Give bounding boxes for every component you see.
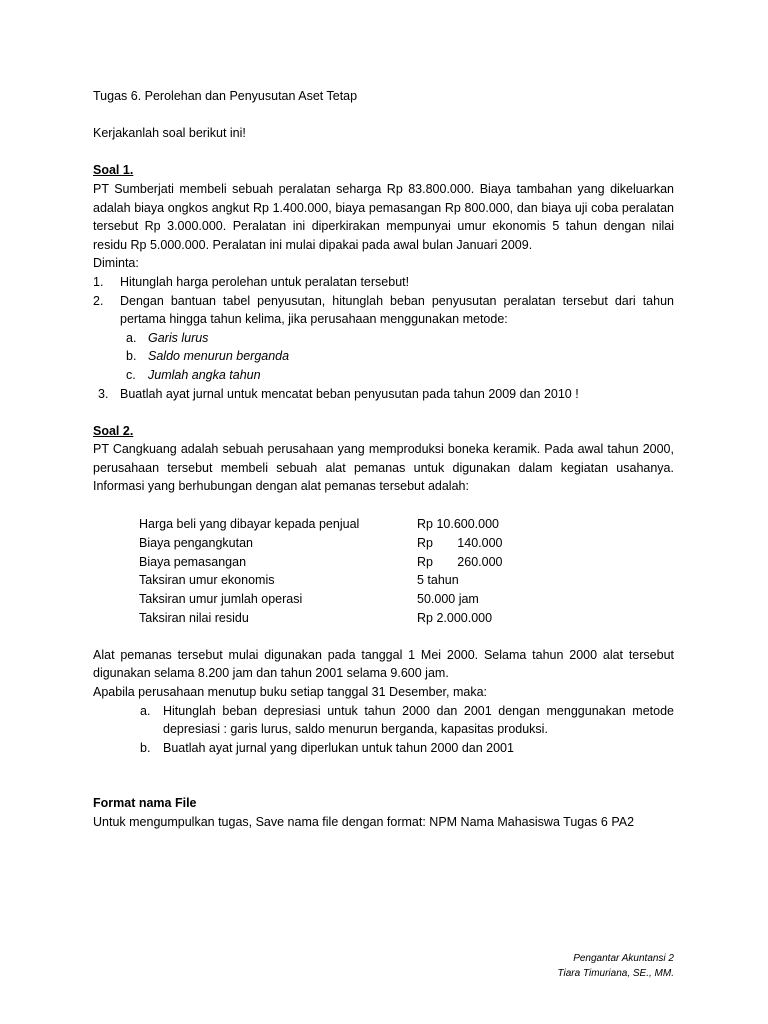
spec-label: Biaya pemasangan [139, 554, 247, 569]
spec-label: Biaya pengangkutan [139, 535, 253, 550]
spec-value: Rp 2.000.000 [417, 611, 493, 626]
task-text: depresiasi : garis lurus, saldo menurun berganda, kapasitas produksi. [163, 722, 548, 737]
list-item [93, 292, 674, 329]
document-page [93, 87, 674, 832]
list-number: 2. [93, 293, 104, 308]
method-text: Jumlah angka tahun [148, 367, 261, 382]
list-number: 3. [98, 386, 109, 401]
document-title: Tugas 6. Perolehan dan Penyusutan Aset Tetap [93, 89, 358, 103]
soal1-para-line: residu Rp 5.000.000. Peralatan ini mulai dipakai pada awal bulan Januari 2009. [93, 237, 533, 252]
task-item [93, 702, 674, 739]
spec-value: 50.000 jam [417, 592, 479, 607]
method-letter: a. [126, 330, 137, 345]
task-item [93, 739, 674, 758]
method-item [93, 347, 674, 366]
soal1-para-line: adalah biaya ongkos angkut Rp 1.400.000, biaya pemasangan Rp 800.000, dan biaya uji coba peralatan [93, 200, 674, 215]
spec-value: Rp 260.000 [417, 554, 503, 569]
spec-value: Rp 140.000 [417, 535, 503, 550]
method-text: Garis lurus [148, 330, 209, 345]
soal2-para2-line: Apabila perusahaan menutup buku setiap tanggal 31 Desember, maka: [93, 685, 488, 700]
table-row [139, 590, 502, 609]
soal2-paragraph-2 [93, 646, 674, 702]
task-text: Buatlah ayat jurnal yang diperlukan untuk tahun 2000 dan 2001 [163, 740, 514, 755]
method-item [93, 329, 674, 348]
soal2-paragraph [93, 440, 674, 496]
task-text: Hitunglah beban depresiasi untuk tahun 2000 dan 2001 dengan menggunakan metode [163, 703, 674, 718]
list-item [93, 385, 674, 404]
list-text: Buatlah ayat jurnal untuk mencatat beban penyusutan pada tahun 2009 dan 2010 ! [120, 386, 579, 401]
spec-label: Taksiran nilai residu [139, 611, 249, 626]
soal2-para2-line: digunakan selama 8.200 jam dan tahun 2001 selama 9.600 jam. [93, 666, 449, 681]
soal2-para-line: Informasi yang berhubungan dengan alat pemanas tersebut adalah: [93, 479, 469, 494]
soal1-para-line: tersebut Rp 3.000.000. Peralatan ini diperkirakan mempunyai umur ekonomis 5 tahun dengan nilai [93, 219, 674, 234]
soal2-para-line: PT Cangkuang adalah sebuah perusahaan yang memproduksi boneka keramik. Pada awal tahun 2000, [93, 442, 674, 457]
task-letter: a. [140, 703, 151, 718]
list-text: Dengan bantuan tabel penyusutan, hitunglah beban penyusutan peralatan tersebut dari tahun [120, 293, 674, 308]
table-row [139, 553, 502, 572]
spec-label: Harga beli yang dibayar kepada penjual [139, 517, 360, 532]
spec-label: Taksiran umur ekonomis [139, 573, 275, 588]
spec-label: Taksiran umur jumlah operasi [139, 592, 303, 607]
method-item [93, 366, 674, 385]
soal1-paragraph [93, 180, 674, 254]
soal1-heading: Soal 1. [93, 163, 134, 178]
table-row [139, 515, 502, 534]
list-text: Hitunglah harga perolehan untuk peralatan tersebut! [120, 274, 410, 289]
list-text: pertama hingga tahun kelima, jika perusahaan menggunakan metode: [120, 312, 508, 327]
footer-author: Tiara Timuriana, SE., MM. [557, 967, 674, 979]
task-letter: b. [140, 740, 151, 755]
soal2-para2-line: Alat pemanas tersebut mulai digunakan pada tanggal 1 Mei 2000. Selama tahun 2000 alat tersebut [93, 647, 674, 662]
soal2-heading: Soal 2. [93, 423, 134, 438]
instruction: Kerjakanlah soal berikut ini! [93, 126, 246, 141]
spec-value: Rp 10.600.000 [417, 517, 500, 532]
soal2-para-line: perusahaan tersebut membeli sebuah alat pemanas untuk digunakan dalam kegiatan usahanya. [93, 460, 674, 475]
method-text: Saldo menurun berganda [148, 349, 290, 364]
table-row [139, 534, 502, 553]
format-heading: Format nama File [93, 796, 197, 811]
page-footer [557, 952, 674, 981]
footer-course: Pengantar Akuntansi 2 [573, 953, 674, 964]
specs-table [139, 515, 502, 628]
list-number: 1. [93, 274, 104, 289]
method-letter: b. [126, 349, 137, 364]
soal1-diminta: Diminta: [93, 256, 139, 271]
method-letter: c. [126, 367, 136, 382]
soal1-para-line: PT Sumberjati membeli sebuah peralatan seharga Rp 83.800.000. Biaya tambahan yang dikeluarkan [93, 181, 674, 196]
format-text: Untuk mengumpulkan tugas, Save nama file dengan format: NPM Nama Mahasiswa Tugas 6 PA2 [93, 815, 635, 829]
spec-value: 5 tahun [417, 573, 459, 588]
table-row [139, 571, 502, 590]
list-item [93, 273, 674, 292]
table-row [139, 609, 502, 628]
